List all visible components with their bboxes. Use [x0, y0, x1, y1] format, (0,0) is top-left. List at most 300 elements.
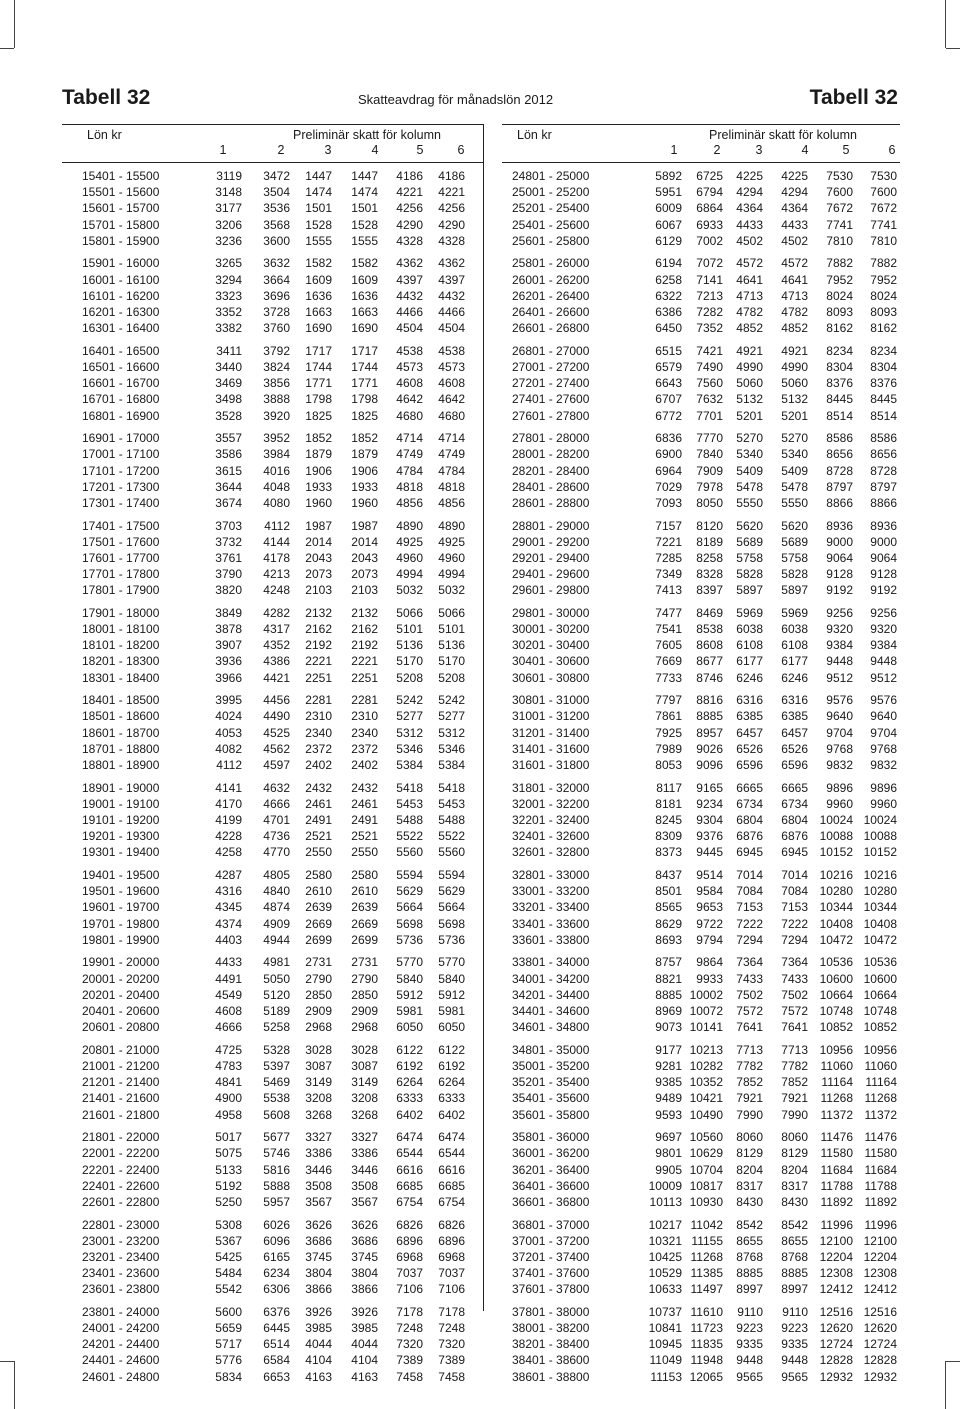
income-label: Lön kr: [517, 128, 552, 142]
tax-value-col-1: 9905: [655, 1162, 682, 1177]
income-range: 15401 - 15500: [82, 169, 160, 183]
table-row: [502, 288, 900, 304]
tax-value-col-2: 3664: [263, 272, 290, 287]
tax-value-col-3: 7921: [736, 1091, 763, 1106]
income-range: 27601 - 27800: [512, 408, 590, 423]
tax-value-col-3: 1690: [305, 321, 332, 336]
crop-mark: [0, 1361, 14, 1362]
table-row: [62, 184, 484, 200]
income-range: 38001 - 38200: [512, 1321, 590, 1336]
tax-value-col-4: 2402: [351, 758, 378, 772]
table-row: [502, 796, 900, 812]
tax-value-col-1: 5717: [215, 1337, 242, 1352]
table-row: [502, 1003, 900, 1019]
tax-value-col-3: 2580: [305, 868, 332, 882]
income-range: 15501 - 15600: [82, 185, 160, 200]
tax-value-col-4: 5270: [781, 431, 808, 446]
income-range: 21601 - 21800: [82, 1107, 160, 1122]
tax-value-col-4: 6038: [781, 622, 808, 637]
tax-value-col-5: 11164: [821, 1075, 853, 1090]
tax-value-col-3: 2251: [305, 670, 332, 685]
tax-value-col-1: 6258: [655, 272, 682, 287]
tax-value-col-6: 5032: [438, 583, 465, 598]
tax-value-col-5: 8304: [826, 359, 853, 374]
row-group: [62, 780, 484, 861]
table-row: [502, 343, 900, 359]
tax-value-col-3: 5620: [736, 518, 763, 533]
tax-value-col-2: 6234: [263, 1266, 290, 1281]
tax-value-col-2: 5189: [263, 1003, 290, 1018]
tax-value-col-3: 6734: [736, 796, 763, 811]
tax-value-col-2: 4944: [263, 932, 290, 947]
tax-value-col-2: 10560: [689, 1130, 723, 1145]
tax-value-col-1: 4228: [215, 829, 242, 844]
tax-value-col-2: 9026: [696, 741, 723, 756]
tax-value-col-3: 5340: [736, 447, 763, 462]
tax-value-col-6: 5312: [438, 725, 465, 740]
header-rule-top: [62, 124, 484, 125]
tax-value-col-4: 6804: [781, 813, 808, 827]
tax-value-col-5: 5312: [396, 725, 423, 740]
income-range: 17201 - 17300: [82, 479, 160, 494]
header-rule-top: [502, 124, 900, 125]
income-range: 18701 - 18800: [82, 741, 160, 756]
tax-value-col-2: 10352: [689, 1075, 723, 1090]
tax-value-col-1: 4958: [215, 1107, 242, 1122]
tax-value-col-5: 6896: [396, 1233, 423, 1248]
income-range: 20801 - 21000: [82, 1042, 160, 1057]
row-group: [502, 1217, 900, 1298]
tax-value-col-5: 5736: [396, 932, 423, 947]
tax-value-col-5: 11372: [820, 1107, 853, 1122]
tax-value-col-2: 4352: [263, 638, 290, 653]
income-range: 20001 - 20200: [82, 971, 160, 986]
tax-value-col-4: 3866: [351, 1282, 378, 1297]
table-row: [62, 1304, 484, 1320]
table-row: [502, 359, 900, 375]
table-row: [62, 692, 484, 708]
tax-value-col-5: 5912: [396, 987, 423, 1002]
table-row: [62, 1320, 484, 1336]
tax-value-col-3: 8655: [736, 1233, 763, 1248]
row-group: [62, 1217, 484, 1298]
tax-value-col-1: 4199: [215, 813, 242, 827]
income-range: 26001 - 26200: [512, 272, 590, 287]
tax-value-col-6: 6826: [438, 1217, 465, 1232]
income-range: 31801 - 32000: [512, 780, 590, 795]
income-range: 19801 - 19900: [82, 932, 160, 947]
tax-value-col-1: 10633: [648, 1282, 682, 1297]
tax-value-col-2: 4144: [263, 534, 290, 549]
tax-value-col-2: 4080: [263, 495, 290, 510]
tax-value-col-4: 2014: [351, 534, 378, 549]
income-range: 16501 - 16600: [82, 359, 160, 374]
crop-mark: [945, 0, 946, 48]
tax-value-col-3: 2521: [305, 829, 332, 844]
tax-value-col-3: 8768: [736, 1249, 763, 1264]
tax-value-col-1: 7477: [655, 605, 682, 620]
tax-value-col-6: 5346: [438, 741, 465, 756]
tax-value-col-6: 6616: [438, 1162, 465, 1177]
tax-value-col-3: 5478: [736, 479, 763, 494]
tax-value-col-6: 9960: [870, 796, 897, 811]
tax-value-col-2: 4490: [263, 709, 290, 724]
tax-value-col-3: 7222: [736, 916, 763, 931]
tax-value-col-5: 8728: [826, 463, 853, 478]
table-row: [502, 255, 900, 271]
tax-value-col-6: 9896: [870, 780, 897, 795]
row-group: [502, 867, 900, 948]
income-range: 24201 - 24400: [82, 1337, 160, 1352]
tax-value-col-2: 9445: [696, 845, 723, 860]
tax-value-col-6: 10664: [863, 987, 897, 1002]
tax-value-col-6: 4504: [438, 321, 465, 336]
tax-value-col-1: 9281: [655, 1058, 682, 1073]
tax-value-col-2: 3760: [263, 321, 290, 336]
table-row: [502, 637, 900, 653]
tax-value-col-2: 7002: [696, 233, 723, 248]
table-row: [502, 272, 900, 288]
tax-value-col-5: 4466: [396, 304, 423, 319]
tax-value-col-1: 7541: [655, 622, 682, 637]
tax-value-col-4: 2550: [351, 845, 378, 860]
tax-value-col-2: 10213: [689, 1042, 723, 1057]
tax-value-col-5: 8656: [826, 447, 853, 462]
income-range: 29201 - 29400: [512, 550, 590, 565]
income-range: 32601 - 32800: [512, 845, 590, 860]
table-row: [62, 867, 484, 883]
income-range: 19201 - 19300: [82, 829, 160, 844]
tax-value-col-6: 5629: [438, 884, 465, 899]
tax-value-col-1: 5308: [215, 1217, 242, 1232]
tax-value-col-1: 8309: [655, 829, 682, 844]
tax-value-col-1: 4141: [215, 780, 242, 795]
row-group: [502, 780, 900, 861]
table-row: [62, 1145, 484, 1161]
tax-value-col-6: 9576: [870, 693, 897, 708]
tax-value-col-6: 8445: [870, 392, 897, 407]
tax-value-col-2: 4178: [263, 550, 290, 565]
income-range: 18201 - 18300: [82, 654, 160, 669]
tax-value-col-4: 4852: [781, 321, 808, 336]
income-range: 30401 - 30600: [512, 654, 590, 669]
table-row: [62, 1178, 484, 1194]
tax-value-col-2: 10817: [689, 1178, 723, 1193]
table-row: [502, 320, 900, 336]
income-range: 33001 - 33200: [512, 884, 590, 899]
tax-value-col-6: 5208: [438, 670, 465, 685]
tax-value-col-6: 7741: [870, 217, 897, 232]
income-range: 30801 - 31000: [512, 693, 590, 708]
tax-value-col-4: 9335: [781, 1337, 808, 1352]
tax-value-col-3: 1744: [305, 359, 332, 374]
income-range: 32001 - 32200: [512, 796, 590, 811]
tax-value-col-4: 3508: [351, 1178, 378, 1193]
tax-value-col-3: 1447: [305, 169, 332, 183]
column-number: 5: [842, 143, 850, 157]
tax-value-col-6: 10748: [863, 1003, 897, 1018]
tax-value-col-2: 4666: [263, 796, 290, 811]
tax-value-col-2: 5050: [263, 971, 290, 986]
table-row: [502, 757, 900, 773]
tax-value-col-5: 10088: [819, 829, 853, 844]
table-row: [502, 408, 900, 424]
tax-value-col-1: 7605: [655, 638, 682, 653]
tax-value-col-5: 5770: [396, 955, 423, 970]
tax-value-col-5: 6544: [396, 1146, 423, 1161]
tax-value-col-5: 5488: [396, 813, 423, 827]
income-range: 26601 - 26800: [512, 321, 590, 336]
tax-value-col-6: 8586: [870, 431, 897, 446]
tax-value-col-3: 5060: [736, 376, 763, 391]
tax-value-col-2: 3792: [263, 343, 290, 358]
tax-value-col-4: 1771: [351, 376, 378, 391]
tax-value-col-4: 8655: [781, 1233, 808, 1248]
tax-value-col-4: 7641: [781, 1020, 808, 1035]
tax-value-col-2: 10072: [689, 1003, 723, 1018]
tax-value-col-6: 4186: [438, 169, 465, 183]
tax-value-col-6: 7389: [438, 1353, 465, 1368]
tax-value-col-1: 3469: [215, 376, 242, 391]
tax-value-col-2: 8677: [696, 654, 723, 669]
tax-value-col-2: 10002: [689, 987, 723, 1002]
tax-value-col-4: 2968: [351, 1020, 378, 1035]
tax-value-col-6: 11684: [864, 1162, 897, 1177]
income-range: 16801 - 16900: [82, 408, 160, 423]
tax-value-col-5: 4538: [396, 343, 423, 358]
tax-value-col-4: 1798: [351, 392, 378, 407]
table-row: [502, 812, 900, 828]
table-row: [502, 375, 900, 391]
tax-value-col-6: 5488: [438, 813, 465, 827]
tax-value-col-3: 9448: [736, 1353, 763, 1368]
tax-value-col-2: 9514: [696, 868, 723, 882]
tax-value-col-1: 3236: [215, 233, 242, 248]
income-range: 19701 - 19800: [82, 916, 160, 931]
tax-value-col-2: 7701: [696, 408, 723, 423]
tax-value-col-2: 11385: [690, 1266, 723, 1281]
tax-value-col-5: 7389: [396, 1353, 423, 1368]
tax-value-col-5: 5453: [396, 796, 423, 811]
income-range: 29601 - 29800: [512, 583, 590, 598]
table-row: [502, 621, 900, 637]
tax-value-col-5: 8162: [826, 321, 853, 336]
income-range: 22201 - 22400: [82, 1162, 160, 1177]
tax-value-col-3: 2043: [305, 550, 332, 565]
tax-value-col-4: 6526: [781, 741, 808, 756]
tax-value-col-3: 2103: [305, 583, 332, 598]
tax-value-col-2: 6864: [696, 201, 723, 216]
tax-value-col-3: 2192: [305, 638, 332, 653]
tax-value-col-2: 8328: [696, 567, 723, 582]
tax-value-col-6: 9320: [870, 622, 897, 637]
table-row: [502, 987, 900, 1003]
table-row: [62, 844, 484, 860]
income-range: 19901 - 20000: [82, 955, 160, 970]
tax-value-col-2: 4248: [263, 583, 290, 598]
tax-value-col-4: 7014: [781, 868, 808, 882]
tax-value-col-2: 4632: [263, 780, 290, 795]
tax-value-col-6: 4890: [438, 518, 465, 533]
tax-value-col-5: 12724: [819, 1337, 853, 1352]
tax-value-col-6: 12620: [863, 1321, 897, 1336]
income-range: 31601 - 31800: [512, 758, 590, 772]
tax-value-col-6: 5736: [438, 932, 465, 947]
table-row: [62, 359, 484, 375]
tax-value-col-4: 3028: [351, 1042, 378, 1057]
table-rows: [62, 168, 484, 1391]
tax-value-col-3: 9223: [736, 1321, 763, 1336]
table-row: [62, 916, 484, 932]
tax-value-col-1: 5951: [655, 185, 682, 200]
table-row: [62, 168, 484, 184]
tax-value-col-5: 5981: [396, 1003, 423, 1018]
income-range: 29801 - 30000: [512, 605, 590, 620]
tax-value-col-2: 5120: [263, 987, 290, 1002]
income-range: 32201 - 32400: [512, 813, 590, 827]
table-row: [62, 375, 484, 391]
tax-value-col-4: 5689: [781, 534, 808, 549]
tax-value-col-5: 4818: [396, 479, 423, 494]
tax-value-col-3: 5758: [736, 550, 763, 565]
row-group: [62, 343, 484, 424]
tax-value-col-1: 3265: [215, 256, 242, 271]
tax-value-col-2: 4840: [263, 884, 290, 899]
page-title: Skatteavdrag för månadslön 2012: [358, 92, 554, 107]
table-row: [62, 637, 484, 653]
tax-value-col-3: 7014: [736, 868, 763, 882]
tax-value-col-2: 3504: [263, 185, 290, 200]
tax-value-col-5: 6122: [396, 1042, 423, 1057]
tax-value-col-5: 4749: [396, 447, 423, 462]
tax-value-col-6: 10852: [863, 1020, 897, 1035]
tax-value-col-3: 4502: [736, 233, 763, 248]
tax-value-col-1: 6129: [655, 233, 682, 248]
table-row: [62, 1352, 484, 1368]
tax-value-col-4: 7990: [781, 1107, 808, 1122]
tax-value-col-5: 5170: [396, 654, 423, 669]
tax-value-col-1: 8245: [655, 813, 682, 827]
tax-value-col-3: 5201: [736, 408, 763, 423]
table-row: [502, 1320, 900, 1336]
tax-value-col-4: 7572: [781, 1003, 808, 1018]
tax-value-col-2: 9933: [696, 971, 723, 986]
tax-value-col-6: 8936: [870, 518, 897, 533]
table-row: [502, 741, 900, 757]
tax-value-col-1: 7157: [655, 518, 682, 533]
tax-value-col-2: 9234: [696, 796, 723, 811]
tax-value-col-1: 9385: [655, 1075, 682, 1090]
tax-value-col-3: 8430: [736, 1194, 763, 1209]
tax-value-col-2: 4525: [263, 725, 290, 740]
tax-value-col-4: 6385: [781, 709, 808, 724]
tax-value-col-1: 3586: [215, 447, 242, 462]
income-range: 23001 - 23200: [82, 1233, 160, 1248]
income-range: 16101 - 16200: [82, 288, 160, 303]
tax-value-col-3: 3028: [305, 1042, 332, 1057]
tax-value-col-2: 9165: [696, 780, 723, 795]
tax-value-col-6: 4680: [438, 408, 465, 423]
tax-value-col-3: 1717: [305, 343, 332, 358]
tax-value-col-1: 5425: [215, 1249, 242, 1264]
tax-value-col-6: 8234: [870, 343, 897, 358]
tax-value-col-6: 10088: [863, 829, 897, 844]
tax-value-col-4: 5828: [781, 567, 808, 582]
tax-value-col-6: 11892: [864, 1194, 897, 1209]
tax-value-col-1: 7861: [655, 709, 682, 724]
tax-value-col-5: 4221: [396, 185, 423, 200]
tax-value-col-1: 3761: [215, 550, 242, 565]
tax-value-col-5: 6685: [396, 1178, 423, 1193]
tax-value-col-5: 4504: [396, 321, 423, 336]
tax-value-col-3: 4163: [305, 1369, 332, 1384]
tax-value-col-3: 3626: [305, 1217, 332, 1232]
tax-value-col-2: 6584: [263, 1353, 290, 1368]
tax-value-col-5: 8093: [826, 304, 853, 319]
tax-value-col-1: 7989: [655, 741, 682, 756]
tax-value-col-5: 6192: [396, 1058, 423, 1073]
tax-value-col-6: 4818: [438, 479, 465, 494]
tax-value-col-3: 2310: [305, 709, 332, 724]
income-range: 25401 - 25600: [512, 217, 590, 232]
tax-value-col-3: 2162: [305, 622, 332, 637]
tax-value-col-3: 3745: [305, 1249, 332, 1264]
tax-value-col-1: 4491: [215, 971, 242, 986]
tax-value-col-1: 8757: [655, 955, 682, 970]
tax-value-col-6: 4714: [438, 431, 465, 446]
tax-value-col-1: 4608: [215, 1003, 242, 1018]
tax-value-col-3: 2731: [305, 955, 332, 970]
tax-value-col-5: 6333: [396, 1091, 423, 1106]
tax-value-col-4: 8885: [781, 1266, 808, 1281]
tax-value-col-4: 8129: [781, 1146, 808, 1161]
tax-value-col-2: 6514: [263, 1337, 290, 1352]
tax-value-col-4: 5201: [781, 408, 808, 423]
tax-value-col-6: 6192: [438, 1058, 465, 1073]
tax-value-col-6: 8728: [870, 463, 897, 478]
tax-value-col-4: 2521: [351, 829, 378, 844]
tax-value-col-1: 8693: [655, 932, 682, 947]
tax-value-col-5: 9448: [826, 654, 853, 669]
table-row: [502, 605, 900, 621]
tax-value-col-5: 10956: [819, 1042, 853, 1057]
tax-value-col-1: 4082: [215, 741, 242, 756]
tax-value-col-3: 2909: [305, 1003, 332, 1018]
table-row: [502, 479, 900, 495]
tax-value-col-2: 4213: [263, 567, 290, 582]
table-row: [62, 653, 484, 669]
income-range: 16401 - 16500: [82, 343, 160, 358]
table-row: [62, 1336, 484, 1352]
income-range: 34801 - 35000: [512, 1042, 590, 1057]
tax-value-col-6: 10152: [863, 845, 897, 860]
income-range: 33601 - 33800: [512, 932, 590, 947]
table-row: [62, 757, 484, 773]
tax-value-col-3: 8317: [736, 1178, 763, 1193]
table-row: [502, 1178, 900, 1194]
table-row: [62, 582, 484, 598]
tax-value-col-3: 4921: [736, 343, 763, 358]
tax-value-col-6: 11580: [864, 1146, 897, 1161]
tax-value-col-1: 3732: [215, 534, 242, 549]
tax-value-col-4: 4641: [781, 272, 808, 287]
table-row: [502, 1265, 900, 1281]
income-range: 18301 - 18400: [82, 670, 160, 685]
tax-value-col-3: 7294: [736, 932, 763, 947]
income-range: 34001 - 34200: [512, 971, 590, 986]
tax-value-col-1: 5192: [215, 1178, 242, 1193]
tax-value-col-5: 8866: [826, 495, 853, 510]
